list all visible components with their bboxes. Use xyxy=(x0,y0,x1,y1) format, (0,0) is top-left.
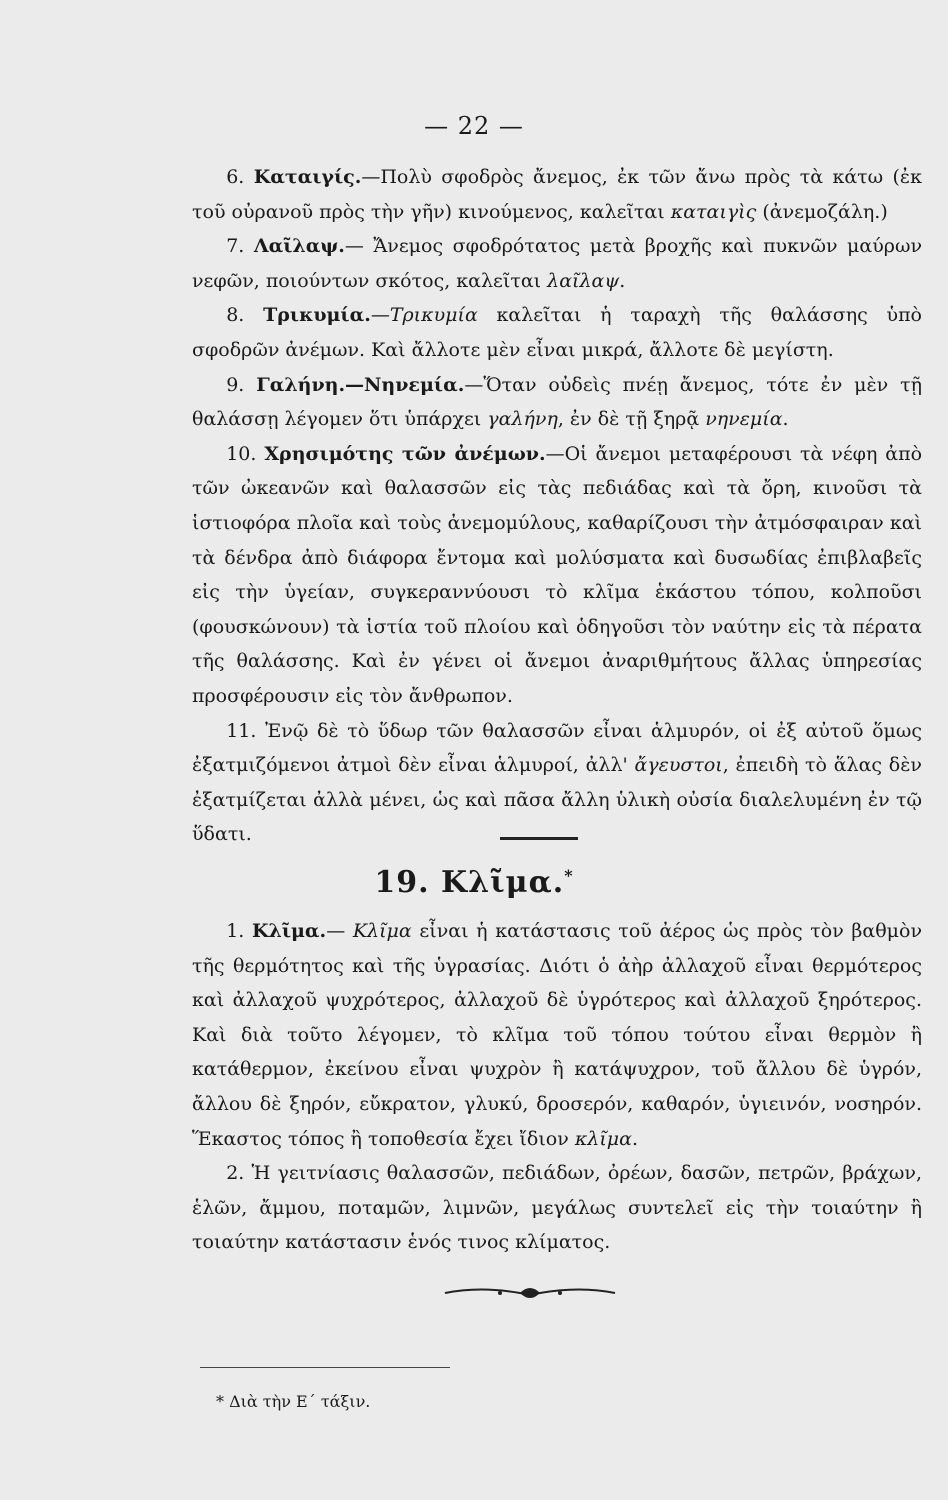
entry-separator: — xyxy=(370,304,390,327)
entry-text: εἶναι ἡ κατάστασις τοῦ ἀέρος ὡς πρὸς τὸν βαθμὸν τῆς θερμότητος καὶ τῆς ὑγρασίας. Διότι ὁ ἀὴρ ἀλλαχοῦ εἶναι θερμότερος καὶ ἀλλαχοῦ ψυχρότερος, ἀλλαχοῦ δὲ ὑγρότερος καὶ ἀλλαχοῦ ξηρότερος. Καὶ διὰ τοῦτο λέγομεν, τὸ κλῖμα τοῦ τόπου τούτου εἶναι θερμὸν ἢ κατάθερμον, ἐκείνου εἶναι ψυχρὸν ἢ κατάψυχρον, τοῦ ἄλλου δὲ ὑγρόν, ἄλλου δὲ ξηρόν, εὔκρατον, γλυκύ, δροσερόν, καθαρόν, ὑγιεινόν, νοσηρόν. Ἕκαστος τόπος ἢ τοποθεσία ἔχει ἴδιον xyxy=(192,920,923,1150)
entry-klima xyxy=(192,914,922,1156)
entry-italic-term-2: κλῖμα xyxy=(574,1127,632,1150)
entry-number: 1. xyxy=(226,920,245,942)
entry-text: καλεῖται ἡ ταραχὴ τῆς θαλάσσης ὑπὸ σφοδρῶν ἀνέμων. Καὶ ἄλλοτε μὲν εἶναι μικρά, ἄλλοτε δὲ μεγίστη. xyxy=(192,304,922,361)
entry-text: Ἐνῷ δὲ τὸ ὕδωρ τῶν θαλασσῶν εἶναι ἁλμυρόν, οἱ ἐξ αὐτοῦ ὅμως ἐξατμιζόμενοι ἀτμοὶ δὲν εἶναι ἁλμυροί, ἀλλ' xyxy=(192,719,922,777)
entry-separator: — xyxy=(464,373,484,396)
entry-text: Ὅταν οὐδεὶς πνέῃ ἄνεμος, τότε ἐν μὲν τῇ θαλάσσῃ λέγομεν ὅτι ὑπάρχει xyxy=(192,373,922,431)
footnote-rule xyxy=(200,1367,450,1368)
entry-number: 10. xyxy=(226,442,257,465)
entry-text: Ἄνεμος σφοδρότατος μετὰ βροχῆς καὶ πυκνῶν μαύρων νεφῶν, ποιούντων σκότος, καλεῖται xyxy=(192,235,923,292)
section-title: 19. Κλῖμα. xyxy=(374,865,565,900)
entry-term: Χρησιμότης τῶν ἀνέμων. xyxy=(264,442,546,465)
entry-tail: (ἀνεμοζάλη.) xyxy=(756,200,888,223)
page-number: — 22 — xyxy=(424,112,524,140)
entry-chrisimotis xyxy=(192,437,922,714)
entry-11 xyxy=(192,714,922,852)
entry-text: Οἱ ἄνεμοι μεταφέρουσι τὰ νέφη ἀπὸ τῶν ὠκεανῶν καὶ θαλασσῶν εἰς τὰς πεδιάδας καὶ τὰ ὄρη, κινοῦσι τὰ ἱστιοφόρα πλοῖα καὶ τοὺς ἀνεμομύλους, καθαρίζουσι τὴν ἀτμόσφαιραν καὶ τὰ δένδρα ἀπὸ διάφορα ἔντομα καὶ μολύσματα καὶ δυσωδίας ἐπιβλαβεῖς εἰς τὴν ὑγείαν, συγκεραννύουσι τὸ κλῖμα ἑκάστου τόπου, κολποῦσι (φουσκώνουν) τὰ ἱστία τοῦ πλοίου καὶ ὁδηγοῦσι τὸν ναύτην εἰς τὰ πέρατα τῆς θαλάσσης. Καὶ ἐν γένει οἱ ἄνεμοι ἀναριθμήτους ἄλλας ὑπηρεσίας προσφέρουσιν εἰς τὸν ἄνθρωπον. xyxy=(192,442,923,707)
entry-number: 7. xyxy=(226,235,245,258)
entry-italic-term: καταιγὶς xyxy=(670,200,757,223)
entry-number: 6. xyxy=(226,166,245,188)
entry-tail: , ἐπειδὴ τὸ ἅλας δὲν ἐξατμίζεται ἀλλὰ μένει, ὡς καὶ πᾶσα ἄλλη ὑλικὴ οὐσία διαλελυμένη ἐν τῷ ὕδατι. xyxy=(192,754,922,846)
entry-italic-term: λαῖλαψ xyxy=(547,269,620,292)
entry-separator: — xyxy=(361,166,381,188)
entry-italic-term-2: νηνεμία xyxy=(705,408,783,431)
entry-term: Γαλήνη.—Νηνεμία. xyxy=(256,373,465,396)
entry-separator: — xyxy=(545,442,565,465)
entry-geitniasis xyxy=(192,1156,922,1260)
entry-number: 8. xyxy=(226,304,245,327)
entry-number: 9. xyxy=(226,373,245,396)
entry-trikymia xyxy=(192,298,922,367)
entry-italic-term: γαλήνη xyxy=(487,408,558,431)
entry-tail: . xyxy=(631,1127,638,1150)
entry-italic-term: ἄγευστοι xyxy=(634,754,723,777)
entry-term: Λαῖλαψ. xyxy=(253,235,345,258)
entry-term: Τρικυμία. xyxy=(263,304,371,327)
entry-galini xyxy=(192,368,922,437)
section-heading xyxy=(0,865,948,900)
entry-text: Πολὺ σφοδρὸς ἄνεμος, ἐκ τῶν ἄνω πρὸς τὰ κάτω (ἐκ τοῦ οὐρανοῦ πρὸς τὴν γῆν) κινούμενος, καλεῖται xyxy=(192,166,922,223)
wind-entries xyxy=(192,160,922,852)
entry-tail: . xyxy=(619,269,626,292)
footnote: * Διὰ τὴν Ε΄ τάξιν. xyxy=(216,1392,371,1411)
entry-italic-term: Τρικυμία xyxy=(389,304,478,327)
entry-number: 11. xyxy=(226,719,257,742)
entry-term: Κλῖμα. xyxy=(252,920,327,942)
entry-kataigis xyxy=(192,160,922,229)
entry-lailaps xyxy=(192,229,922,298)
entry-term: Καταιγίς. xyxy=(253,166,362,188)
entry-tail: . xyxy=(782,408,789,431)
entry-italic-term: Κλῖμα xyxy=(352,920,412,942)
entry-number: 2. xyxy=(226,1162,245,1185)
ornament-flourish-icon xyxy=(440,1278,620,1308)
entry-text: Ἡ γειτνίασις θαλασσῶν, πεδιάδων, ὀρέων, δασῶν, πετρῶν, βράχων, ἑλῶν, ἄμμου, ποταμῶν, λιμνῶν, μεγάλως συντελεῖ εἰς τὴν τοιαύτην ἢ τοιαύτην κατάστασιν ἑνός τινος κλίματος. xyxy=(192,1162,922,1254)
footnote-mark: * xyxy=(564,866,574,885)
entry-separator: — xyxy=(344,235,374,258)
climate-entries xyxy=(192,914,922,1260)
entry-separator: — xyxy=(326,920,353,942)
entry-text-mid: , ἐν δὲ τῇ ξηρᾷ xyxy=(557,408,706,431)
section-divider xyxy=(500,837,578,840)
